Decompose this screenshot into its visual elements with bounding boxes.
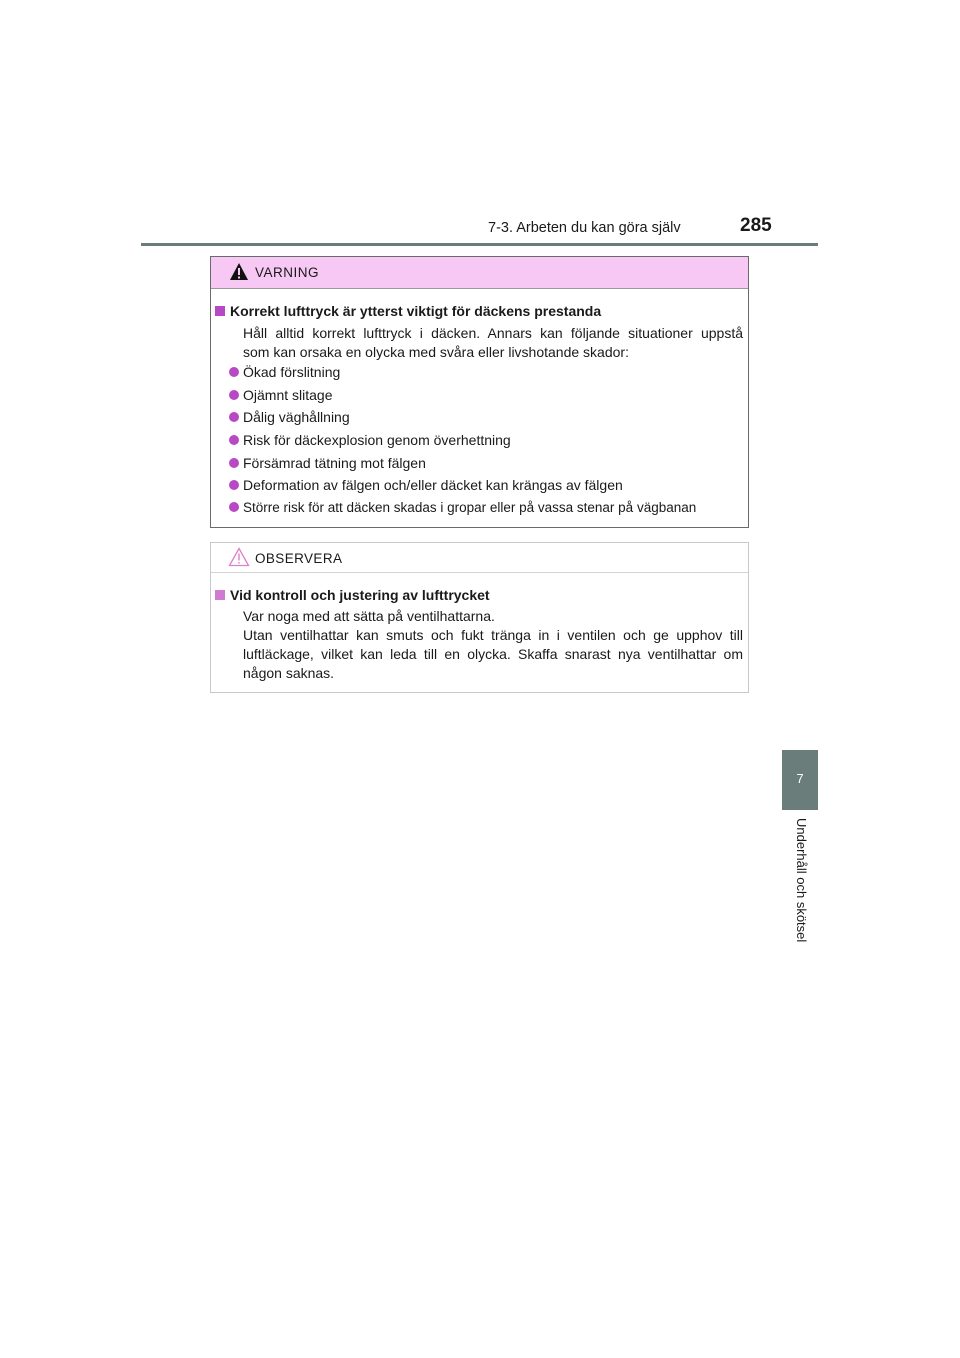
notice-title: OBSERVERA <box>255 551 343 566</box>
warning-box <box>210 256 749 528</box>
section-square-icon <box>215 306 225 316</box>
bullet-item: Dålig väghållning <box>229 409 350 425</box>
bullet-dot-icon <box>229 480 239 490</box>
notice-header <box>211 543 748 573</box>
bullet-item: Deformation av fälgen och/eller däcket kan krängas av fälgen <box>229 477 623 493</box>
bullet-dot-icon <box>229 412 239 422</box>
page-number: 285 <box>740 215 772 236</box>
header-divider <box>141 243 818 246</box>
warning-triangle-icon <box>229 262 249 281</box>
bullet-dot-icon <box>229 502 239 512</box>
section-square-icon <box>215 590 225 600</box>
notice-box <box>210 542 749 693</box>
chapter-number: 7 <box>796 771 804 786</box>
caution-triangle-icon <box>228 547 250 567</box>
bullet-dot-icon <box>229 458 239 468</box>
chapter-title: Underhåll och skötsel <box>794 818 809 943</box>
bullet-dot-icon <box>229 435 239 445</box>
bullet-item: Ökad förslitning <box>229 364 340 380</box>
bullet-item: Ojämnt slitage <box>229 387 332 403</box>
bullet-item: Risk för däckexplosion genom överhettning <box>229 432 511 448</box>
warning-header <box>211 257 748 289</box>
notice-paragraph: Var noga med att sätta på ventilhattarna. Utan ventilhattar kan smuts och fukt tränga in i ventilen och ge upphov till luftläckage, vilket kan leda till en olycka. Skaffa snarast nya ventilhattar om någon saknas. <box>243 608 743 681</box>
notice-heading: Vid kontroll och justering av lufttrycket <box>215 587 490 603</box>
warning-title: VARNING <box>255 265 320 280</box>
warning-heading: Korrekt lufttryck är ytterst viktigt för däckens prestanda <box>215 303 601 319</box>
bullet-item: Försämrad tätning mot fälgen <box>229 455 426 471</box>
bullet-item: Större risk för att däcken skadas i gropar eller på vassa stenar på vägbanan <box>229 500 696 515</box>
warning-paragraph: Håll alltid korrekt lufttryck i däcken. Annars kan följande situationer uppstå som kan orsaka en olycka med svåra eller livshotande skador: <box>243 325 743 360</box>
bullet-dot-icon <box>229 367 239 377</box>
bullet-dot-icon <box>229 390 239 400</box>
section-title: 7-3. Arbeten du kan göra själv <box>488 220 681 236</box>
chapter-tab <box>782 750 818 810</box>
